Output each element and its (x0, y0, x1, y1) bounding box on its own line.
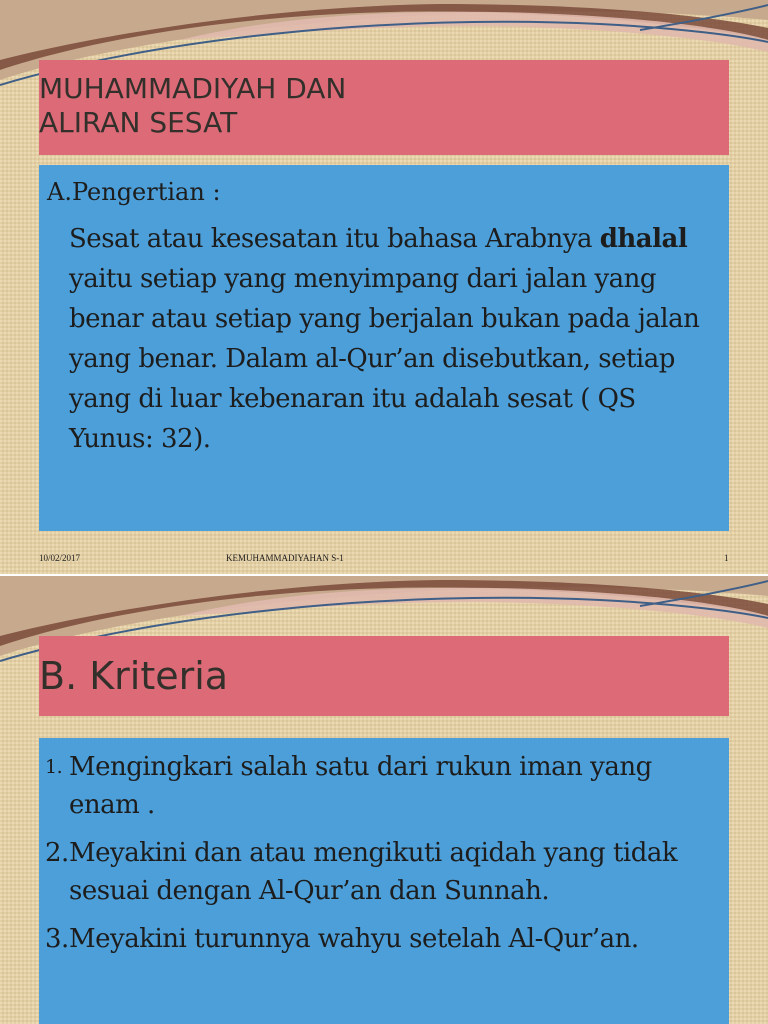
list-item-number: 3. (45, 924, 69, 954)
definition-paragraph (69, 219, 719, 459)
section-heading: A.Pengertian : (47, 178, 221, 206)
footer-page-number: 1 (724, 553, 729, 563)
list-item-text: Mengingkari salah satu dari rukun iman yang enam . (69, 752, 652, 820)
slide-title-bar (39, 60, 729, 155)
slide-title (39, 72, 346, 140)
list-item-number: 1. (45, 756, 63, 778)
title-line-1: MUHAMMADIYAH DAN (39, 72, 347, 105)
slide-title-bar (39, 636, 729, 716)
list-item (39, 834, 729, 910)
slide-2 (0, 576, 768, 1024)
criteria-list (39, 748, 729, 968)
list-item-text: Meyakini dan atau mengikuti aqidah yang tidak sesuai dengan Al-Qur’an dan Sunnah. (69, 838, 678, 906)
list-item-text: Meyakini turunnya wahyu setelah Al-Qur’an. (69, 924, 639, 954)
list-item (39, 920, 729, 958)
content-box (39, 738, 729, 1024)
footer-center: KEMUHAMMADIYAHAN S-1 (226, 553, 344, 563)
slide-title: B. Kriteria (39, 654, 229, 698)
list-item (39, 748, 729, 824)
paragraph-bold-term: dhalal (599, 224, 688, 254)
paragraph-text-end: yaitu setiap yang menyimpang dari jalan yang benar atau setiap yang berjalan bukan pada jalan yang benar. Dalam al-Qur’an disebutkan, setiap yang di luar kebenaran itu adalah sesat ( QS Yunus: 32). (69, 264, 700, 454)
list-item-number: 2. (45, 838, 69, 868)
content-box (39, 165, 729, 531)
title-line-2: ALIRAN SESAT (39, 106, 238, 139)
paragraph-text-start: Sesat atau kesesatan itu bahasa Arabnya (69, 224, 600, 254)
footer-date: 10/02/2017 (39, 553, 81, 563)
